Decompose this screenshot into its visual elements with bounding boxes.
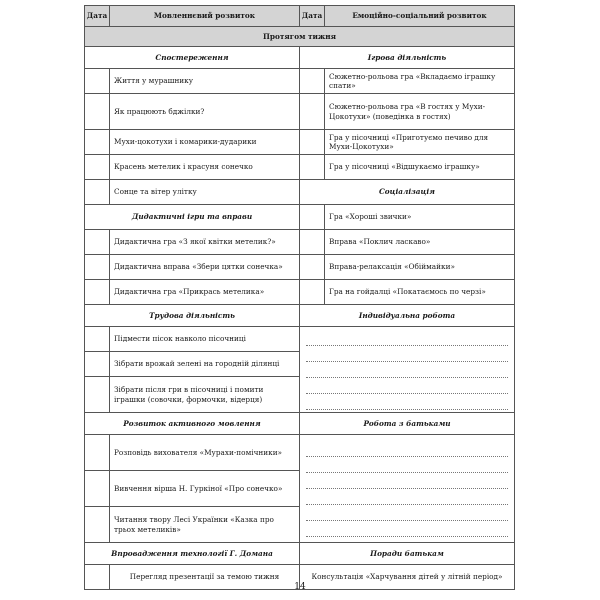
table-row (85, 435, 515, 471)
dotted-line (306, 394, 508, 410)
date-cell (85, 280, 110, 305)
header-emotional-social-development: Емоційно-соціальний розвиток (325, 6, 515, 27)
dotted-line (306, 457, 508, 473)
didactic-item: Дидактична гра «З якої квітки метелик?» (110, 230, 300, 255)
observation-item: Як працюють бджілки? (110, 94, 300, 130)
date-cell (85, 255, 110, 280)
date-cell (300, 69, 325, 94)
date-cell (300, 130, 325, 155)
date-cell (300, 255, 325, 280)
date-cell (85, 507, 110, 543)
table-header-row (85, 6, 515, 27)
plan-page (84, 5, 515, 590)
table-row (85, 69, 515, 94)
dotted-line (306, 489, 508, 505)
labor-item: Підмести пісок навколо пісочниці (110, 327, 300, 352)
section-row (85, 543, 515, 565)
table-row (85, 255, 515, 280)
section-parent-advice: Поради батькам (300, 543, 515, 565)
date-cell (85, 155, 110, 180)
social-item: Гра «Хороші звички» (325, 205, 515, 230)
date-cell (300, 205, 325, 230)
section-parents-work: Робота з батьками (300, 413, 515, 435)
play-item: Сюжетно-рольова гра «Вкладаємо іграшку спати» (325, 69, 515, 94)
observation-item: Сонце та вітер улітку (110, 180, 300, 205)
didactic-item: Дидактична гра «Прикрась метелика» (110, 280, 300, 305)
section-observations: Спостереження (85, 47, 300, 69)
date-cell (85, 94, 110, 130)
dotted-line (306, 346, 508, 362)
date-cell (300, 94, 325, 130)
table-row (85, 205, 515, 230)
section-active-speech: Розвиток активного мовлення (85, 413, 300, 435)
play-item: Гра у пісочниці «Відшукаємо іграшку» (325, 155, 515, 180)
observation-item: Красень метелик і красуня сонечко (110, 155, 300, 180)
date-cell (85, 435, 110, 471)
table-row (85, 180, 515, 205)
band-row (85, 27, 515, 47)
section-row (85, 47, 515, 69)
weekly-plan-table (84, 5, 515, 590)
table-row (85, 155, 515, 180)
table-row (85, 230, 515, 255)
date-cell (300, 230, 325, 255)
individual-work-blank (300, 327, 515, 413)
date-cell (85, 130, 110, 155)
section-row (85, 413, 515, 435)
dotted-line (306, 362, 508, 378)
dotted-line (306, 330, 508, 346)
page-number: 14 (294, 582, 306, 592)
play-item: Сюжетно-рольова гра «В гостях у Мухи-Цокотухи» (поведінка в гостях) (325, 94, 515, 130)
table-row (85, 327, 515, 352)
header-date-right: Дата (300, 6, 325, 27)
parents-work-blank (300, 435, 515, 543)
active-speech-item: Читання твору Лесі Українки «Казка про трьох метеликів» (110, 507, 300, 543)
labor-item: Зібрати після гри в пісочниці і помити іграшки (совочки, формочки, відерця) (110, 377, 300, 413)
section-didactic-games: Дидактичні ігри та вправи (85, 205, 300, 230)
date-cell (85, 230, 110, 255)
dotted-line (306, 521, 508, 537)
date-cell (85, 180, 110, 205)
dotted-line (306, 505, 508, 521)
date-cell (300, 280, 325, 305)
during-week-band: Протягом тижня (85, 27, 515, 47)
date-cell (85, 352, 110, 377)
dotted-line (306, 473, 508, 489)
date-cell (85, 69, 110, 94)
date-cell (85, 327, 110, 352)
header-date-left: Дата (85, 6, 110, 27)
dotted-line (306, 441, 508, 457)
section-socialization: Соціалізація (300, 180, 515, 205)
active-speech-item: Вивчення вірша Н. Гуркіної «Про сонечко» (110, 471, 300, 507)
date-cell (85, 377, 110, 413)
date-cell (300, 155, 325, 180)
play-item: Гра у пісочниці «Приготуємо печиво для Мухи-Цокотухи» (325, 130, 515, 155)
table-row (85, 280, 515, 305)
doman-item: Перегляд презентації за темою тижня (110, 565, 300, 590)
social-item: Вправа-релаксація «Обіймайки» (325, 255, 515, 280)
section-doman-technology: Впровадження технології Г. Домана (85, 543, 300, 565)
labor-item: Зібрати врожай зелені на городній ділянці (110, 352, 300, 377)
observation-item: Мухи-цокотухи і комарики-дударики (110, 130, 300, 155)
section-individual-work: Індивідуальна робота (300, 305, 515, 327)
section-labor-activity: Трудова діяльність (85, 305, 300, 327)
didactic-item: Дидактична вправа «Збери цятки сонечка» (110, 255, 300, 280)
dotted-line (306, 378, 508, 394)
advice-item: Консультація «Харчування дітей у літній період» (300, 565, 515, 590)
active-speech-item: Розповідь вихователя «Мурахи-помічники» (110, 435, 300, 471)
section-row (85, 305, 515, 327)
section-play-activity: Ігрова діяльність (300, 47, 515, 69)
header-speech-development: Мовленнєвий розвиток (110, 6, 300, 27)
table-row (85, 94, 515, 130)
table-row (85, 130, 515, 155)
date-cell (85, 471, 110, 507)
observation-item: Життя у мурашнику (110, 69, 300, 94)
social-item: Вправа «Поклич ласкаво» (325, 230, 515, 255)
social-item: Гра на гойдалці «Покатаємось по черзі» (325, 280, 515, 305)
